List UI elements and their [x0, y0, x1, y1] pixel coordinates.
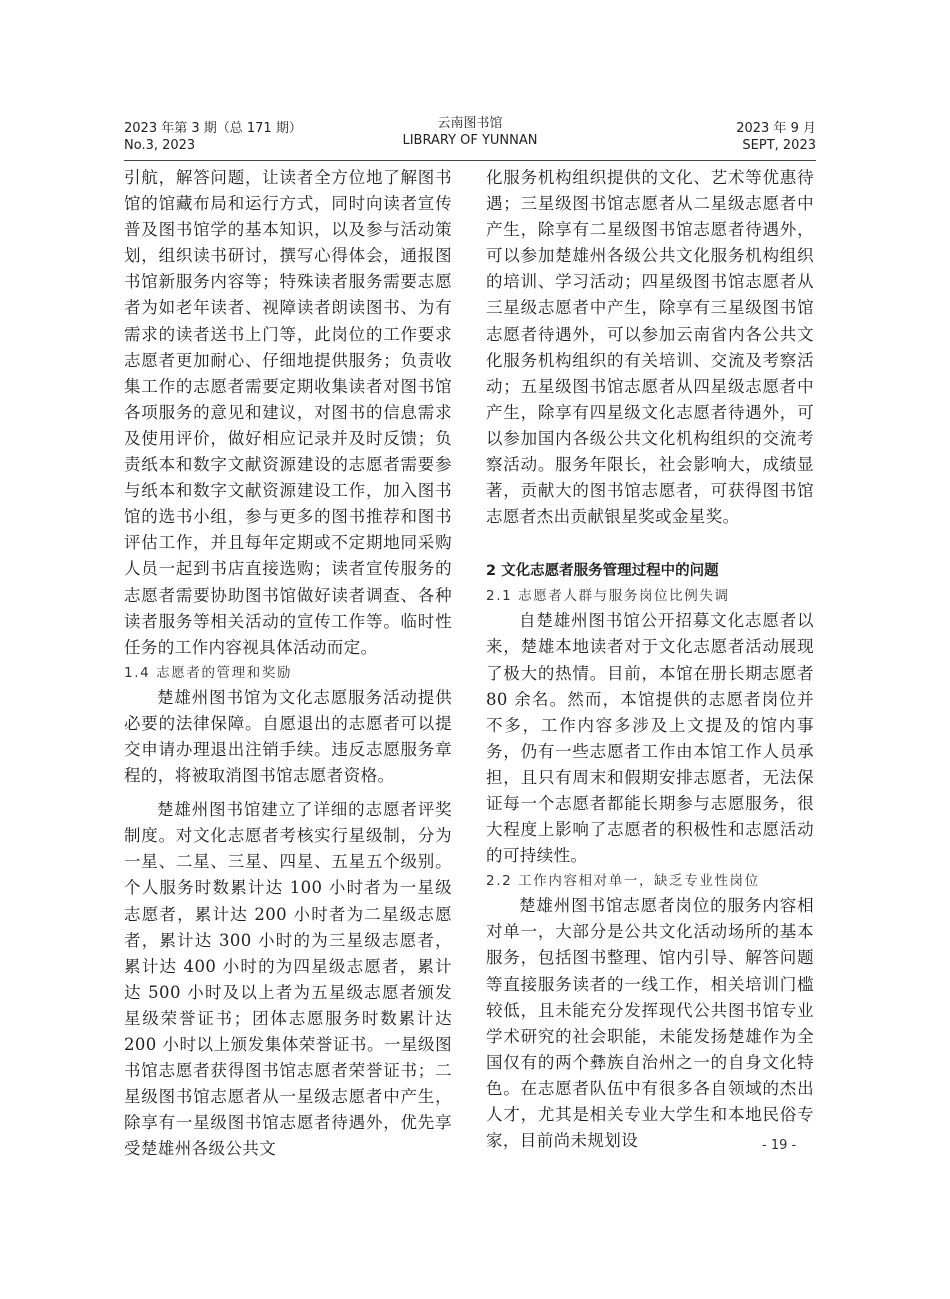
- paragraph: 引航，解答问题，让读者全方位地了解图书馆的馆藏布局和运行方式，同时向读者宣传普及图书馆学的基本知识，以及参与活动策划，组织读书研讨，撰写心得体会，通报图书馆新服务内容等；特殊读者服务需要志愿者为如老年读者、视障读者朗读图书、为有需求的读者送书上门等，此岗位的工作要求志愿者更加耐心、仔细地提供服务；负责收集工作的志愿者需要定期收集读者对图书馆各项服务的意见和建议，对图书的信息需求及使用评价，做好相应记录并及时反馈；负责纸本和数字文献资源建设的志愿者需要参与纸本和数字文献资源建设工作，加入图书馆的选书小组，参与更多的图书推荐和图书评估工作，并且每年定期或不定期地同采购人员一起到书店直接选购；读者宣传服务的志愿者需要协助图书馆做好读者调查、各种读者服务等相关活动的宣传工作等。临时性任务的工作内容视具体活动而定。: [124, 168, 452, 657]
- subsection-heading-1-4: 1.4 志愿者的管理和奖励: [124, 664, 293, 681]
- running-header: [124, 116, 816, 160]
- date-en: SEPT, 2023: [742, 138, 816, 153]
- date-cn: 2023 年 9 月: [736, 121, 816, 136]
- page-number: - 19 -: [762, 1138, 797, 1153]
- journal-title-en: LIBRARY OF YUNNAN: [402, 133, 538, 148]
- subsection-heading-2-2: 2.2 工作内容相对单一，缺乏专业性岗位: [486, 873, 760, 890]
- left-column: [124, 165, 452, 1162]
- subsection-heading-2-1: 2.1 志愿者人群与服务岗位比例失调: [486, 588, 730, 605]
- paragraph: 楚雄州图书馆志愿者岗位的服务内容相对单一，大部分是公共文化活动场所的基本服务，包括图书整理、馆内引导、解答问题等直接服务读者的一线工作，相关培训门槛较低，且未能充分发挥现代公共图书馆专业学术研究的社会职能，未能发扬楚雄作为全国仅有的两个彝族自治州之一的自身文化特色。在志愿者队伍中有很多各自领域的杰出人才，尤其是相关专业大学生和本地民俗专家，目前尚未规划设: [486, 896, 814, 1151]
- paragraph: 自楚雄州图书馆公开招募文化志愿者以来，楚雄本地读者对于文化志愿者活动展现了极大的热情。目前，本馆在册长期志愿者 80 余名。然而，本馆提供的志愿者岗位并不多，工作内容多涉及上文提及的馆内事务，仍有一些志愿者工作由本馆工作人员承担，且只有周末和假期安排志愿者，无法保证每一个志愿者都能长期参与志愿服务，很大程度上影响了志愿者的积极性和志愿活动的可持续性。: [486, 611, 814, 866]
- paragraph: 楚雄州图书馆为文化志愿服务活动提供必要的法律保障。自愿退出的志愿者可以提交申请办理退出注销手续。违反志愿服务章程的，将被取消图书馆志愿者资格。: [124, 687, 452, 786]
- journal-title: [124, 115, 816, 149]
- journal-title-cn: 云南图书馆: [437, 116, 503, 131]
- header-rule: [124, 160, 816, 161]
- issue-date: [736, 120, 816, 154]
- issue-cn: 2023 年第 3 期（总 171 期）: [124, 121, 302, 136]
- section-heading-2: 2 文化志愿者服务管理过程中的问题: [486, 563, 719, 580]
- issue-en: No.3, 2023: [124, 138, 196, 153]
- right-column: [486, 165, 814, 1154]
- paragraph: 化服务机构组织提供的文化、艺术等优惠待遇；三星级图书馆志愿者从二星级志愿者中产生，除享有二星级图书馆志愿者待遇外，可以参加楚雄州各级公共文化服务机构组织的培训、学习活动；四星级图书馆志愿者从三星级志愿者中产生，除享有三星级图书馆志愿者待遇外，可以参加云南省内各公共文化服务机构组织的有关培训、交流及考察活动；五星级图书馆志愿者从四星级志愿者中产生，除享有四星级文化志愿者待遇外，可以参加国内各级公共文化机构组织的交流考察活动。服务年限长，社会影响大，成绩显著，贡献大的图书馆志愿者，可获得图书馆志愿者杰出贡献银星奖或金星奖。: [486, 168, 814, 527]
- paragraph: 楚雄州图书馆建立了详细的志愿者评奖制度。对文化志愿者考核实行星级制，分为一星、二星、三星、四星、五星五个级别。个人服务时数累计达 100 小时者为一星级志愿者，累计达 200 小时者为二星级志愿者，累计达 300 小时的为三星级志愿者，累计达 400 小时的为四星级志愿者，累计达 500 小时及以上者为五星级志愿者颁发星级荣誉证书；团体志愿服务时数累计达 200 小时以上颁发集体荣誉证书。一星级图书馆志愿者获得图书馆志愿者荣誉证书；二星级图书馆志愿者从一星级志愿者中产生，除享有一星级图书馆志愿者待遇外，优先享受楚雄州各级公共文: [124, 800, 452, 1159]
